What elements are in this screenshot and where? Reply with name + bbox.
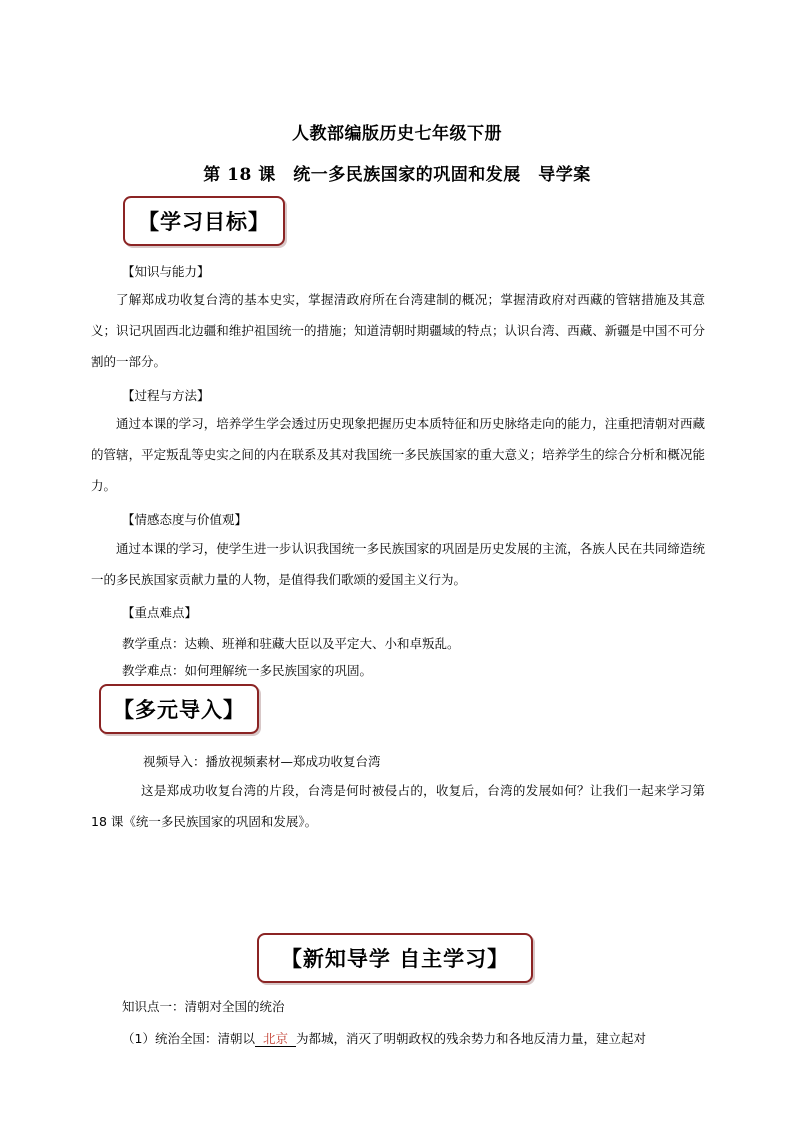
fill-blank-answer: 北京 — [255, 1031, 296, 1047]
intro-paragraph: 这是郑成功收复台湾的片段，台湾是何时被侵占的，收复后，台湾的发展如何？让我们一起来学习第 18 课《统一多民族国家的巩固和发展》。 — [91, 783, 705, 829]
lesson-title: 第 18 课 统一多民族国家的巩固和发展 导学案 — [203, 165, 591, 185]
section-heading-intro: 【多元导入】 — [99, 684, 259, 734]
key-difficulty-label: 【重点难点】 — [122, 605, 198, 620]
key-point-text: 教学重点：达赖、班禅和驻藏大臣以及平定大、小和卓叛乱。 — [122, 636, 460, 651]
item-1-prefix: （1）统治全国：清朝以 — [122, 1031, 255, 1046]
difficulty-text: 教学难点：如何理解统一多民族国家的巩固。 — [122, 663, 373, 678]
document-title: 人教部编版历史七年级下册 — [292, 124, 502, 144]
knowledge-ability-text: 了解郑成功收复台湾的基本史实，掌握清政府所在台湾建制的概况；掌握清政府对西藏的管辖措施及其意义；识记巩固西北边疆和维护祖国统一的措施；知道清朝时期疆域的特点；认识台湾、西藏、新疆是中国不可分割的一部分。 — [91, 292, 705, 369]
section-heading-learning-goals: 【学习目标】 — [123, 196, 285, 246]
item-1-suffix: 为都城，消灭了明朝政权的残余势力和各地反清力量，建立起对 — [295, 1031, 646, 1046]
process-method-label: 【过程与方法】 — [122, 388, 210, 403]
emotion-values-text: 通过本课的学习，使学生进一步认识我国统一多民族国家的巩固是历史发展的主流，各族人民在共同缔造统一的多民族国家贡献力量的人物，是值得我们歌颂的爱国主义行为。 — [91, 541, 705, 587]
knowledge-point-1-item-1 — [122, 1029, 646, 1047]
knowledge-point-1-label: 知识点一：清朝对全国的统治 — [122, 999, 285, 1014]
emotion-values-label: 【情感态度与价值观】 — [122, 512, 248, 527]
video-intro-text: 视频导入：播放视频素材—郑成功收复台湾 — [143, 754, 381, 769]
process-method-text: 通过本课的学习，培养学生学会透过历史现象把握历史本质特征和历史脉络走向的能力，注重把清朝对西藏的管辖，平定叛乱等史实之间的内在联系及其对我国统一多民族国家的重大意义；培养学生的综合分析和概况能力。 — [91, 416, 705, 493]
section-heading-self-study: 【新知导学 自主学习】 — [257, 933, 533, 983]
knowledge-ability-label: 【知识与能力】 — [122, 264, 210, 279]
